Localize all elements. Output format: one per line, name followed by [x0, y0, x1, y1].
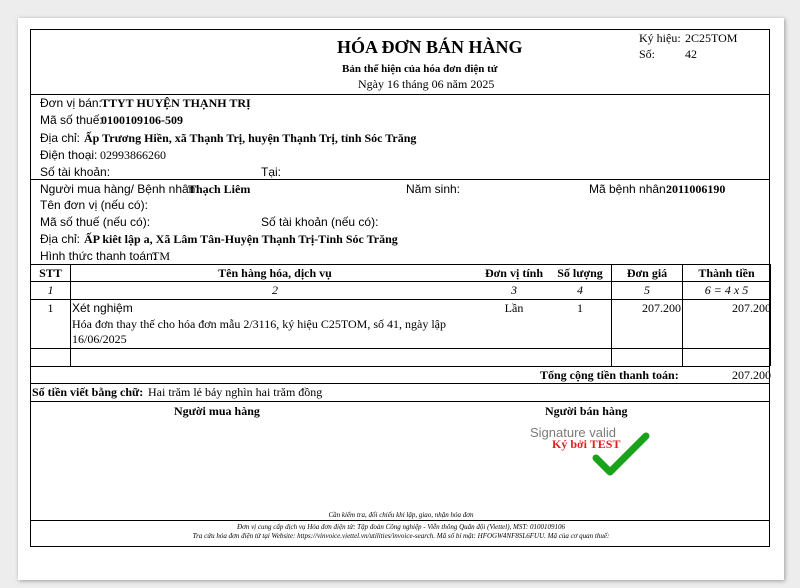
buyer-tax-label: Mã số thuế (nếu có): [40, 215, 151, 229]
col-header-stt: STT [39, 266, 62, 280]
table-row-line [31, 348, 771, 349]
payment-label: Hình thức thanh toán: [40, 249, 157, 263]
buyer-address-label: Địa chỉ: [40, 232, 81, 246]
words-label: Số tiền viết bằng chữ: [32, 385, 144, 399]
buyer-signature-label: Người mua hàng [174, 404, 260, 418]
table-index-line [31, 299, 769, 300]
index-cell: 1 [47, 283, 54, 297]
divider [31, 94, 769, 95]
index-cell: 5 [644, 283, 650, 297]
footer-provider: Đơn vị cung cấp dịch vụ Hóa đơn điện tử: Tập đoàn Công nghiệp - Viễn thông Quân đội (Viettel), MST: 0100109106 [237, 523, 565, 531]
row-qty: 1 [577, 301, 583, 315]
index-cell: 4 [577, 283, 583, 297]
col-header-name: Tên hàng hóa, dịch vụ [218, 266, 332, 280]
buyer-name-label: Người mua hàng/ Bệnh nhân: [40, 182, 199, 196]
seller-signature-label: Người bán hàng [545, 404, 628, 418]
buyer-birth-label: Năm sinh: [406, 182, 461, 196]
total-line [31, 383, 769, 384]
row-name: Xét nghiệm [72, 301, 133, 315]
invoice-frame [30, 29, 770, 547]
footer-lookup: Tra cứu hóa đơn điện tử tại Website: https://vinvoice.viettel.vn/utilities/invoice-search. Mã số bí mật: HFOGW4NF8SL6FUU. Mã của cơ quan thuế: [192, 532, 610, 540]
buyer-address-value: ẤP kiêt lập a, Xã Lâm Tân-Huyện Thạnh Trị-Tỉnh Sóc Trăng [84, 232, 398, 246]
col-header-unit: Đơn vị tính [485, 266, 543, 280]
table-top-line [31, 264, 769, 265]
footer-check-note: Cần kiểm tra, đối chiếu khi lập, giao, nhận hóa đơn [328, 511, 474, 519]
buyer-name-value: Thạch Liêm [188, 182, 251, 196]
divider [31, 179, 769, 180]
words-line [31, 401, 769, 402]
seller-address-label: Địa chỉ: [40, 131, 81, 145]
payment-value: TM [152, 249, 170, 263]
total-label: Tổng cộng tiền thanh toán: [540, 368, 679, 382]
footer-divider [31, 520, 769, 521]
row-unit: Lần [504, 301, 524, 315]
invoice-title: HÓA ĐƠN BÁN HÀNG [337, 37, 523, 57]
buyer-unit-label: Tên đơn vị (nếu có): [40, 198, 148, 212]
row-amount: 207.200 [732, 301, 771, 315]
symbol-label: Ký hiệu: [639, 31, 681, 45]
seller-tax-value: 0100109106-509 [101, 113, 183, 127]
col-header-amount: Thành tiền [698, 266, 755, 280]
buyer-account-label: Số tài khoản (nếu có): [261, 215, 379, 229]
invoice-date: Ngày 16 tháng 06 năm 2025 [358, 77, 495, 91]
index-cell: 2 [272, 283, 278, 297]
words-value: Hai trăm lẻ bảy nghìn hai trăm đồng [148, 385, 323, 399]
symbol-value: 2C25TOM [685, 31, 738, 45]
number-label: Số: [639, 47, 656, 61]
seller-unit-value: TTYT HUYỆN THẠNH TRỊ [101, 96, 251, 110]
table-header-line [31, 281, 769, 282]
seller-unit-label: Đơn vị bán: [40, 96, 102, 110]
table-bottom-line [31, 366, 769, 367]
seller-account-label: Số tài khoản: [40, 165, 111, 179]
total-value: 207.200 [732, 368, 771, 382]
number-value: 42 [685, 47, 697, 61]
seller-at-label: Tại: [261, 165, 282, 179]
signed-by-text: Ký bởi TEST [552, 437, 621, 451]
seller-phone-value: 02993866260 [100, 148, 166, 162]
seller-phone-label: Điện thoại: [40, 148, 98, 162]
seller-tax-label: Mã số thuế: [40, 113, 103, 127]
seller-address-value: Ấp Trương Hiền, xã Thạnh Trị, huyện Thạnh Trị, tỉnh Sóc Trăng [84, 131, 417, 145]
patient-id-value: 2011006190 [666, 182, 726, 196]
index-cell: 3 [511, 283, 517, 297]
signature-valid-text: Signature valid [530, 425, 616, 440]
replacement-note: Hóa đơn thay thế cho hóa đơn mẫu 2/3116, ký hiệu C25TOM, số 41, ngày lập 16/06/2025 [72, 317, 446, 346]
index-cell: 6 = 4 x 5 [704, 283, 749, 297]
row-price: 207.200 [642, 301, 681, 315]
signature-check-icon [592, 432, 652, 478]
col-header-qty: Số lượng [557, 266, 603, 280]
row-stt: 1 [47, 301, 54, 315]
patient-id-label: Mã bệnh nhân: [589, 182, 670, 196]
col-header-price: Đơn giá [626, 266, 668, 280]
invoice-subtitle: Bản thể hiện của hóa đơn điện tử [342, 63, 498, 75]
